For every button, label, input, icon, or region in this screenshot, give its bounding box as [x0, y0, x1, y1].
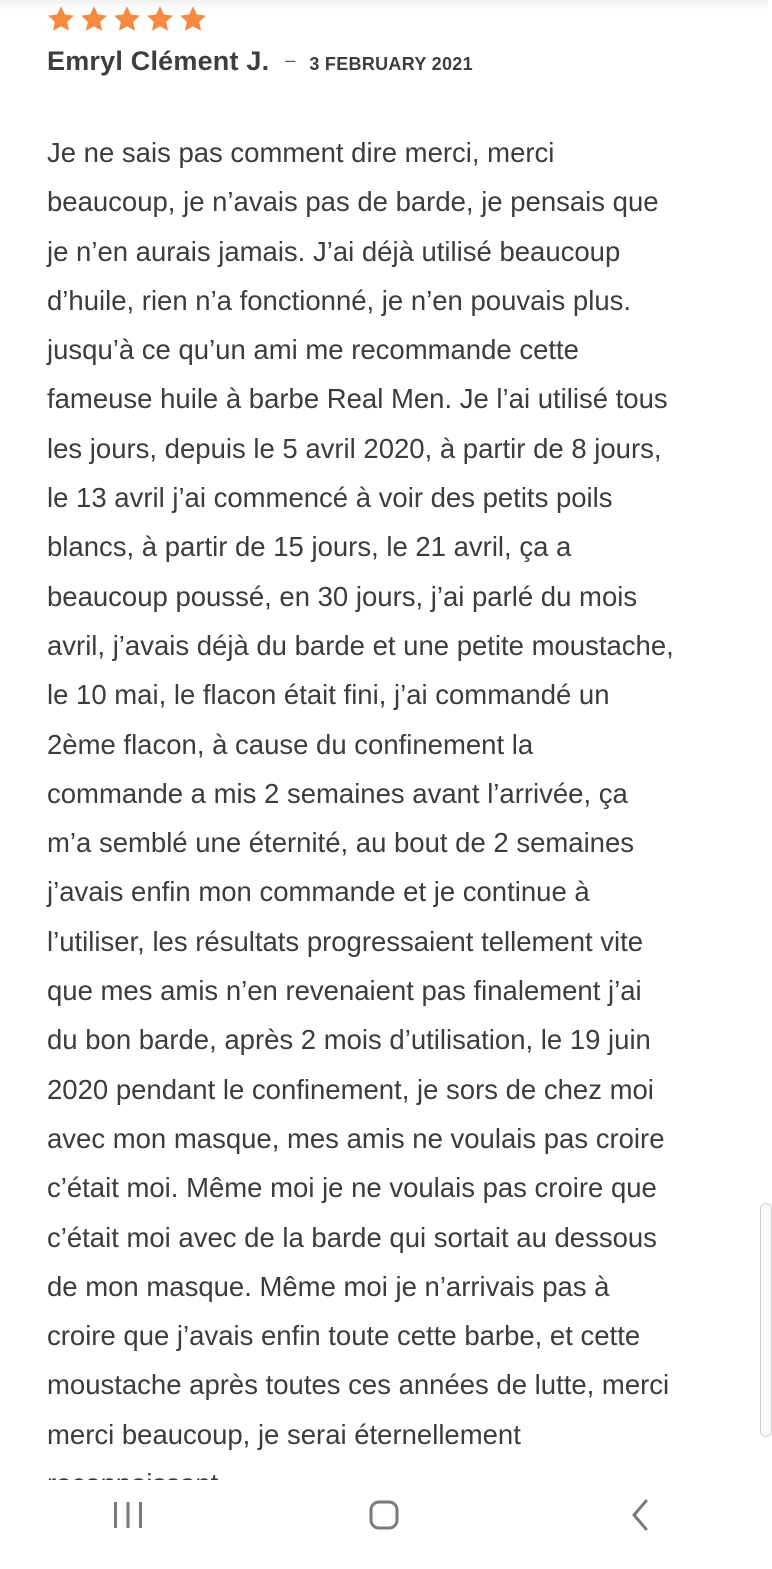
recent-apps-button[interactable]	[98, 1485, 158, 1545]
star-icon	[79, 4, 109, 34]
review-line: croire que j’avais enfin toute cette barbe, et cette	[47, 1320, 641, 1352]
review-body	[47, 128, 737, 1508]
review-line: je n’en aurais jamais. J’ai déjà utilisé beaucoup	[47, 235, 621, 267]
review-line: du bon barde, après 2 mois d’utilisation, le 19 juin	[47, 1024, 651, 1056]
star-icon	[46, 4, 76, 34]
review-line: beaucoup, je n’avais pas de barde, je pensais que	[47, 186, 659, 218]
review-line: les jours, depuis le 5 avril 2020, à partir de 8 jours,	[47, 432, 662, 464]
review-author: Emryl Clément J.	[47, 46, 270, 76]
review-line: blancs, à partir de 15 jours, le 21 avril, ça a	[47, 531, 572, 563]
review-line: beaucoup poussé, en 30 jours, j’ai parlé du mois	[47, 580, 638, 612]
review-meta	[47, 46, 473, 77]
star-icon	[112, 4, 142, 34]
star-icon	[145, 4, 175, 34]
review-line: avec mon masque, mes amis ne voulais pas croire	[47, 1122, 665, 1154]
star-rating	[46, 4, 208, 34]
review-line: c’était moi. Même moi je ne voulais pas croire que	[47, 1172, 657, 1204]
review-line: de mon masque. Même moi je n’arrivais pas à	[47, 1270, 610, 1302]
back-button[interactable]	[610, 1485, 670, 1545]
meta-separator: –	[285, 50, 296, 70]
review-date: 3 FEBRUARY 2021	[309, 54, 473, 74]
review-line: Je ne sais pas comment dire merci, merci	[47, 137, 555, 168]
review-line: d’huile, rien n’a fonctionné, je n’en pouvais plus.	[47, 284, 631, 316]
recent-apps-icon	[111, 1500, 145, 1530]
scrollbar-thumb[interactable]	[760, 1203, 772, 1437]
system-nav-bar	[0, 1480, 768, 1569]
review-line: le 10 mai, le flacon était fini, j’ai commandé un	[47, 679, 610, 711]
home-button[interactable]	[354, 1485, 414, 1545]
review-line: m’a semblé une éternité, au bout de 2 semaines	[47, 827, 635, 859]
review-line: j’avais enfin mon commande et je continue à	[47, 876, 590, 908]
home-icon	[368, 1499, 400, 1531]
review-line: c’était moi avec de la barde qui sortait au dessous	[47, 1221, 657, 1253]
review-line: merci beaucoup, je serai éternellement	[47, 1418, 521, 1450]
review-line: jusqu’à ce qu’un ami me recommande cette	[47, 334, 579, 366]
review-line: avril, j’avais déjà du barde et une petite moustache,	[47, 629, 674, 661]
review-line: fameuse huile à barbe Real Men. Je l’ai utilisé tous	[47, 383, 668, 415]
review-line: 2ème flacon, à cause du confinement la	[47, 728, 534, 760]
review-line: 2020 pendant le confinement, je sors de chez moi	[47, 1073, 654, 1105]
review-line: commande a mis 2 semaines avant l’arrivée, ça	[47, 777, 628, 809]
star-icon	[178, 4, 208, 34]
review-line: que mes amis n’en revenaient pas finalement j’ai	[47, 975, 642, 1007]
review-line: l’utiliser, les résultats progressaient tellement vite	[47, 925, 644, 957]
review-line: le 13 avril j’ai commencé à voir des petits poils	[47, 482, 613, 514]
back-icon	[629, 1498, 651, 1532]
review-line: moustache après toutes ces années de lutte, merci	[47, 1369, 670, 1401]
